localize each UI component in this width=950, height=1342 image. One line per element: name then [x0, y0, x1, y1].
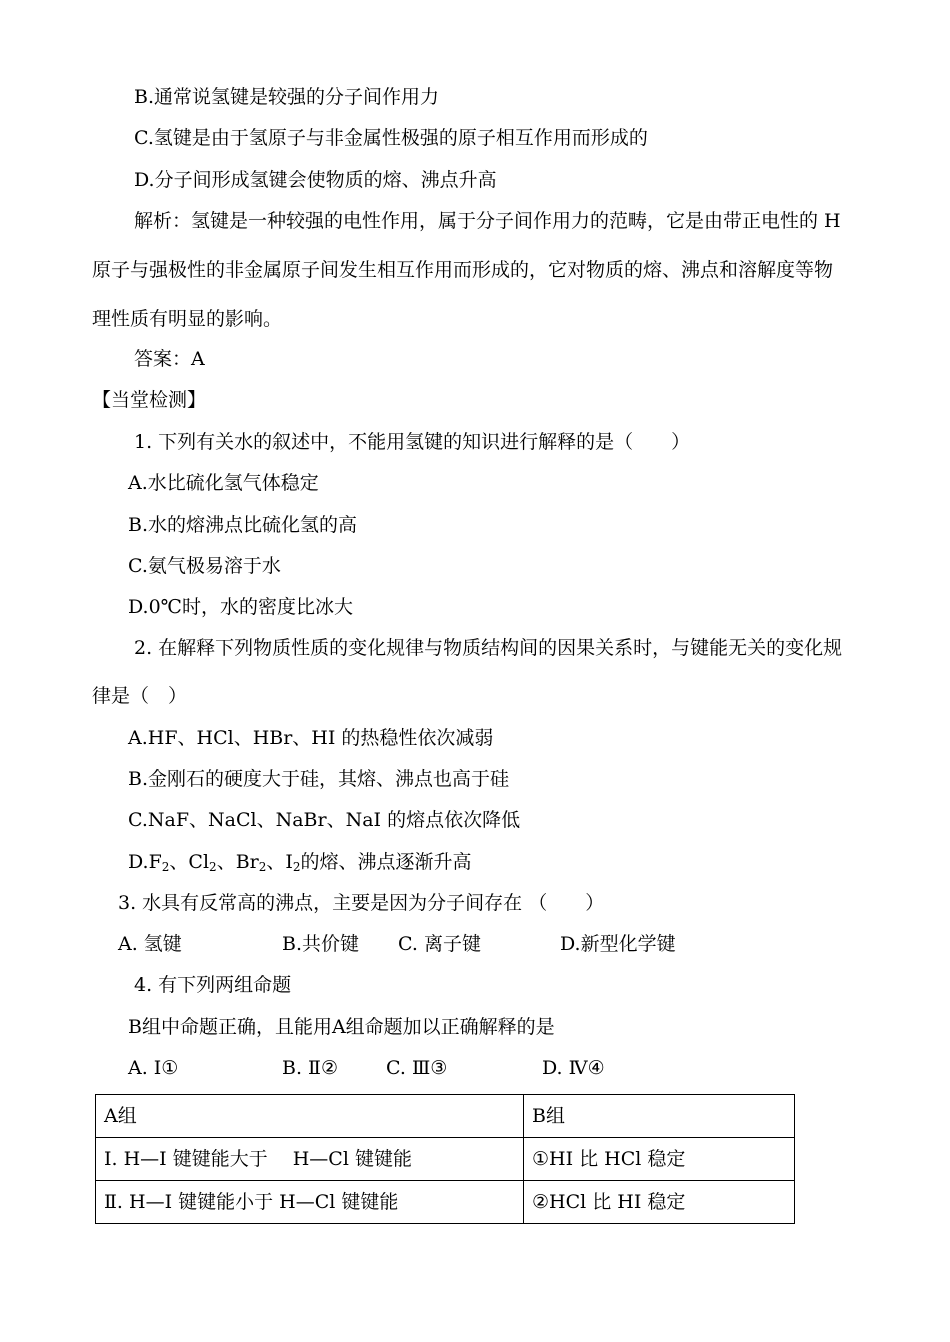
table-cell: ①HI 比 HCl 稳定 [524, 1138, 795, 1181]
q2-stem-line-2: 律是（ ） [92, 685, 188, 707]
table-header-a: A组 [96, 1095, 524, 1138]
q2-option-d-sep1: 、Cl [169, 851, 210, 873]
q3-option-c: C. 离子键 [398, 933, 481, 955]
analysis-line-2: 原子与强极性的非金属原子间发生相互作用而形成的，它对物质的熔、沸点和溶解度等物 [92, 259, 834, 281]
analysis-line-3: 理性质有明显的影响。 [92, 308, 283, 330]
q1-option-d: D.0℃时，水的密度比冰大 [128, 596, 353, 618]
table-row [96, 1138, 795, 1181]
q2-option-d [128, 850, 472, 874]
q3-stem: 3. 水具有反常高的沸点，主要是因为分子间存在 （ ） [118, 892, 605, 914]
subscript: 2 [292, 860, 301, 874]
option-c-text: C.氢键是由于氢原子与非金属性极强的原子相互作用而形成的 [134, 127, 648, 149]
q1-stem: 1. 下列有关水的叙述中，不能用氢键的知识进行解释的是（ ） [134, 431, 691, 453]
table-cell: Ⅱ. H—I 键键能小于 H—Cl 键键能 [96, 1181, 524, 1224]
option-b-text: B.通常说氢键是较强的分子间作用力 [134, 86, 440, 108]
q4-option-a: A. Ⅰ① [128, 1057, 179, 1079]
q1-option-b: B.水的熔沸点比硫化氢的高 [128, 514, 358, 536]
q4-option-d: D. Ⅳ④ [542, 1057, 605, 1079]
q4-sub-stem: B组中命题正确，且能用A组命题加以正确解释的是 [128, 1016, 555, 1038]
table-cell: Ⅰ. H—I 键键能大于 H—Cl 键键能 [96, 1138, 524, 1181]
q2-option-b: B.金刚石的硬度大于硅，其熔、沸点也高于硅 [128, 768, 510, 790]
q2-option-a: A.HF、HCl、HBr、HI 的热稳性依次减弱 [128, 727, 494, 749]
section-title: 【当堂检测】 [92, 389, 207, 411]
q4-stem: 4. 有下列两组命题 [134, 974, 292, 996]
q2-option-d-suffix: 的熔、沸点逐渐升高 [300, 851, 472, 873]
q2-option-d-sep2: 、Br [216, 851, 259, 873]
q2-option-d-prefix: D.F [128, 851, 162, 873]
table-cell: ②HCl 比 HI 稳定 [524, 1181, 795, 1224]
q3-option-d: D.新型化学键 [560, 933, 676, 955]
table-header-row [96, 1095, 795, 1138]
q3-option-b: B.共价键 [282, 933, 360, 955]
q2-stem-line-1: 2. 在解释下列物质性质的变化规律与物质结构间的因果关系时，与键能无关的变化规 [134, 637, 843, 659]
option-d-text: D.分子间形成氢键会使物质的熔、沸点升高 [134, 169, 497, 191]
q1-option-a: A.水比硫化氢气体稳定 [128, 472, 319, 494]
answer-text: 答案：A [134, 348, 205, 370]
q3-option-a: A. 氢键 [118, 933, 182, 955]
propositions-table [95, 1094, 795, 1224]
table-header-b: B组 [524, 1095, 795, 1138]
q4-option-b: B. Ⅱ② [282, 1057, 338, 1079]
subscript: 2 [258, 860, 267, 874]
subscript: 2 [209, 860, 217, 874]
q4-option-c: C. Ⅲ③ [386, 1057, 448, 1079]
table-row [96, 1181, 795, 1224]
q2-option-c: C.NaF、NaCl、NaBr、NaI 的熔点依次降低 [128, 809, 521, 831]
q2-option-d-sep3: 、I [266, 851, 293, 873]
analysis-line-1: 解析：氢键是一种较强的电性作用，属于分子间作用力的范畴，它是由带正电性的 H [134, 210, 841, 232]
subscript: 2 [161, 860, 170, 874]
q1-option-c: C.氨气极易溶于水 [128, 555, 281, 577]
